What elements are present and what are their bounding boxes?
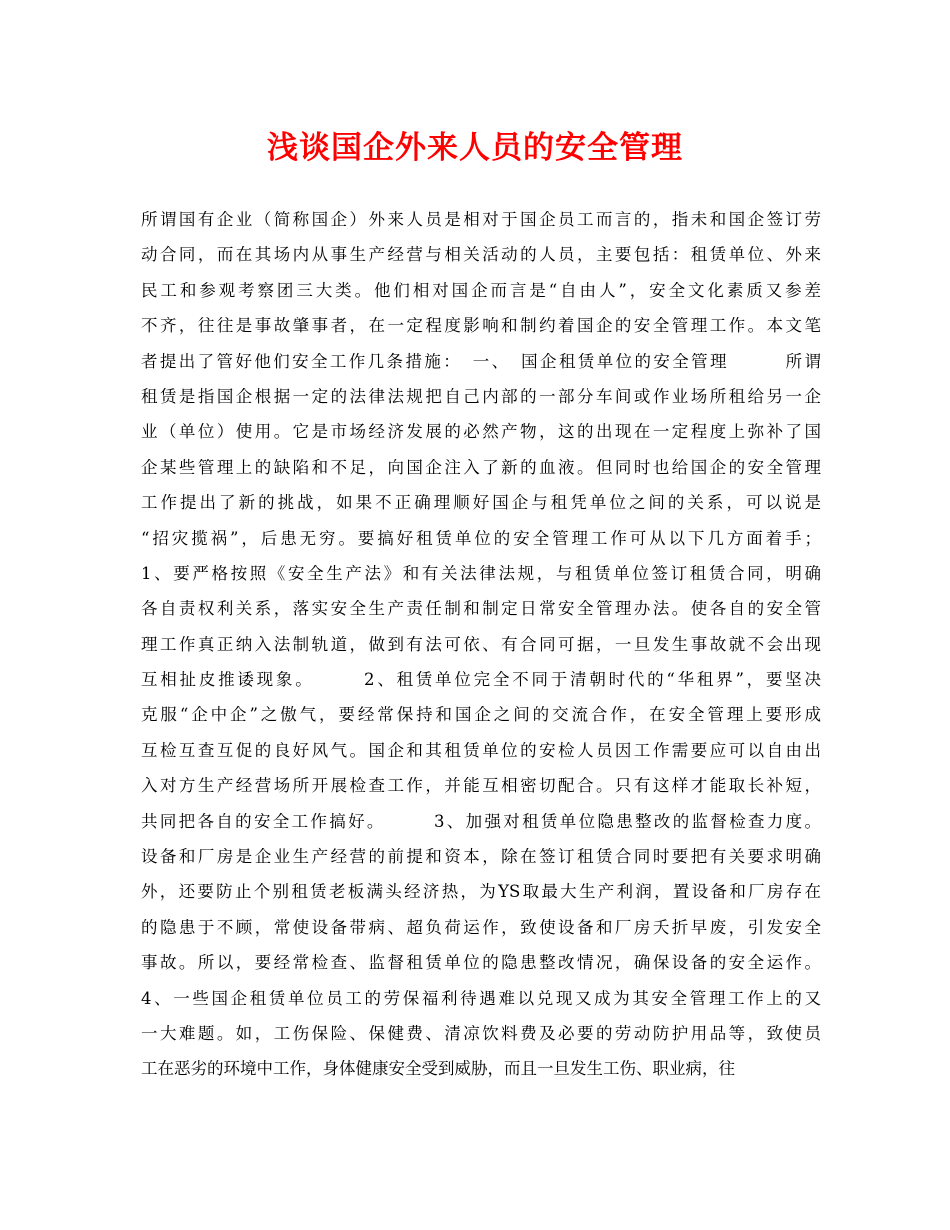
body-line: 动合同，而在其场内从事生产经营与相关活动的人员，主要包括：租赁单位、外来 xyxy=(141,245,821,265)
body-line: 入对方生产经营场所开展检查工作，并能互相密切配合。只有这样才能取长补短， xyxy=(141,776,821,796)
body-line: 的隐患于不顾，常使设备带病、超负荷运作，致使设备和厂房夭折早废，引发安全 xyxy=(141,917,821,937)
body-line: 事故。所以，要经常检查、监督租赁单位的隐患整改情况，确保设备的安全运作。 xyxy=(141,953,821,973)
body-line: 所谓国有企业（简称国企）外来人员是相对于国企员工而言的，指未和国企签订劳 xyxy=(141,210,821,229)
document-body xyxy=(141,202,821,1087)
body-line: 克服“企中企”之傲气，要经常保持和国企之间的交流合作，在安全管理上要形成 xyxy=(141,705,821,725)
body-line: 不齐，往往是事故肇事者，在一定程度影响和制约着国企的安全管理工作。本文笔 xyxy=(141,316,821,336)
body-line: 者提出了管好他们安全工作几条措施： 一、 国企租赁单位的安全管理 所谓 xyxy=(141,351,821,371)
body-line: 1、要严格按照《安全生产法》和有关法律法规，与租赁单位签订租赁合同，明确 xyxy=(141,563,821,583)
body-line: 互检互查互促的良好风气。国企和其租赁单位的安检人员因工作需要应可以自由出 xyxy=(141,740,821,760)
body-line: 4、一些国企租赁单位员工的劳保福利待遇难以兑现又成为其安全管理工作上的又 xyxy=(141,988,821,1008)
body-line: 工作提出了新的挑战，如果不正确理顺好国企与租凭单位之间的关系，可以说是 xyxy=(141,493,821,513)
body-line: 企某些管理上的缺陷和不足，向国企注入了新的血液。但同时也给国企的安全管理 xyxy=(141,457,821,477)
body-line: 业（单位）使用。它是市场经济发展的必然产物，这的出现在一定程度上弥补了国 xyxy=(141,422,821,442)
body-line: 互相扯皮推诿现象。 2、租赁单位完全不同于清朝时代的“华租界”，要坚决 xyxy=(141,670,821,690)
body-line: 共同把各自的安全工作搞好。 3、加强对租赁单位隐患整改的监督检查力度。 xyxy=(141,811,821,831)
body-line: 各自责权利关系，落实安全生产责任制和制定日常安全管理办法。使各自的安全管 xyxy=(141,599,821,619)
body-line: 民工和参观考察团三大类。他们相对国企而言是“自由人”，安全文化素质又参差 xyxy=(141,280,821,300)
document-title: 浅谈国企外来人员的安全管理 xyxy=(267,130,683,166)
body-line: 理工作真正纳入法制轨道，做到有法可依、有合同可据，一旦发生事故就不会出现 xyxy=(141,634,821,654)
body-line: 工在恶劣的环境中工作，身体健康安全受到威胁，而且一旦发生工伤、职业病，往 xyxy=(141,1059,735,1079)
body-line: “招灾揽祸”，后患无穷。要搞好租赁单位的安全管理工作可从以下几方面着手； xyxy=(141,528,821,548)
body-line: 外，还要防止个别租赁老板满头经济热，为YS取最大生产利润，置设备和厂房存在 xyxy=(141,882,821,902)
body-line: 租赁是指国企根据一定的法律法规把自己内部的一部分车间或作业场所租给另一企 xyxy=(141,386,821,406)
body-line: 设备和厂房是企业生产经营的前提和资本，除在签订租赁合同时要把有关要求明确 xyxy=(141,847,821,867)
body-line: 一大难题。如，工伤保险、保健费、清凉饮料费及必要的劳动防护用品等，致使员 xyxy=(141,1023,821,1043)
